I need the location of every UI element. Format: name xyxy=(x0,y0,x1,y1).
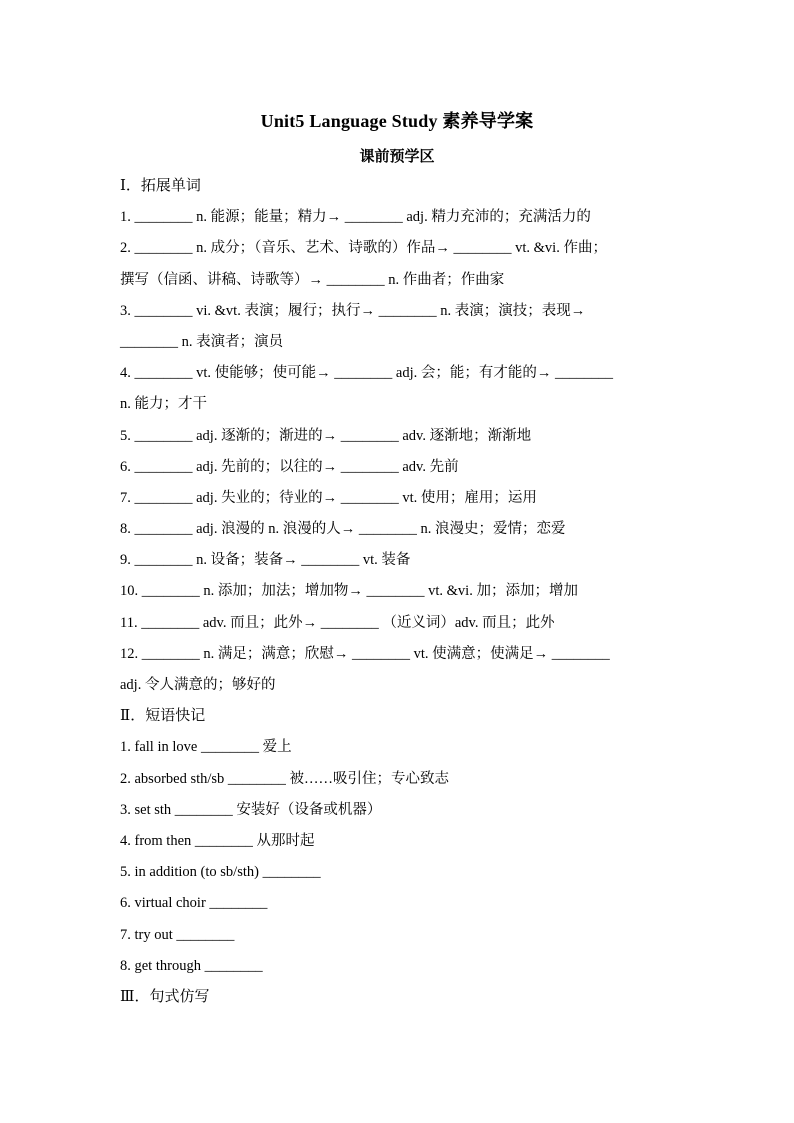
exercise-line: 1. ________ n. 能源；能量；精力→ ________ adj. 精力充沛的；充满活力的 xyxy=(120,209,591,226)
exercise-line: 8. ________ adj. 浪漫的 n. 浪漫的人→ ________ n. 浪漫史；爱情；恋爱 xyxy=(120,521,566,538)
section-heading-phrases: Ⅱ．短语快记 xyxy=(120,708,206,725)
exercise-line: 11. ________ adv. 而且；此外→ ________ （近义词）adv. 而且；此外 xyxy=(120,614,555,631)
document-title: Unit5 Language Study 素养导学案 xyxy=(260,111,534,131)
exercise-line: 5. ________ adj. 逐渐的；渐进的→ ________ adv. 逐渐地；渐渐地 xyxy=(120,427,532,444)
phrase-line: 7. try out ________ xyxy=(120,926,235,943)
exercise-line: ________ n. 表演者；演员 xyxy=(120,333,284,350)
exercise-line: 9. ________ n. 设备；装备→ ________ vt. 装备 xyxy=(120,552,411,569)
phrase-line: 5. in addition (to sb/sth) ________ xyxy=(120,864,321,881)
section-heading-sentences: Ⅲ．句式仿写 xyxy=(120,988,210,1005)
exercise-line: 3. ________ vi. &vt. 表演；履行；执行→ ________ n. 表演；演技；表现→ xyxy=(120,302,586,319)
exercise-line: n. 能力；才干 xyxy=(120,396,207,413)
exercise-line: 7. ________ adj. 失业的；待业的→ ________ vt. 使用；雇用；运用 xyxy=(120,489,537,506)
exercise-line: 10. ________ n. 添加；加法；增加物→ ________ vt. &vi. 加；添加；增加 xyxy=(120,583,578,600)
section-subtitle: 课前预学区 xyxy=(359,149,435,165)
exercise-line: 2. ________ n. 成分；（音乐、艺术、诗歌的）作品→ ________ vt. &vi. 作曲； xyxy=(120,240,607,257)
exercise-line: 6. ________ adj. 先前的；以往的→ ________ adv. 先前 xyxy=(120,458,459,475)
exercise-line: adj. 令人满意的；够好的 xyxy=(120,677,276,693)
exercise-line: 4. ________ vt. 使能够；使可能→ ________ adj. 会；能；有才能的→ ________ xyxy=(120,365,613,382)
exercise-line: 撰写（信函、讲稿、诗歌等）→ ________ n. 作曲者；作曲家 xyxy=(120,271,505,288)
phrase-line: 3. set sth ________ 安装好（设备或机器） xyxy=(120,801,382,818)
phrase-line: 1. fall in love ________ 爱上 xyxy=(120,739,292,756)
phrase-line: 6. virtual choir ________ xyxy=(120,895,268,912)
phrase-line: 8. get through ________ xyxy=(120,957,263,974)
exercise-line: 12. ________ n. 满足；满意；欣慰→ ________ vt. 使满意；使满足→ ________ xyxy=(120,645,610,662)
content-body xyxy=(120,171,680,1013)
phrase-line: 2. absorbed sth/sb ________ 被……吸引住；专心致志 xyxy=(120,770,450,787)
section-heading-words: Ⅰ．拓展单词 xyxy=(120,178,201,194)
phrase-line: 4. from then ________ 从那时起 xyxy=(120,832,315,849)
